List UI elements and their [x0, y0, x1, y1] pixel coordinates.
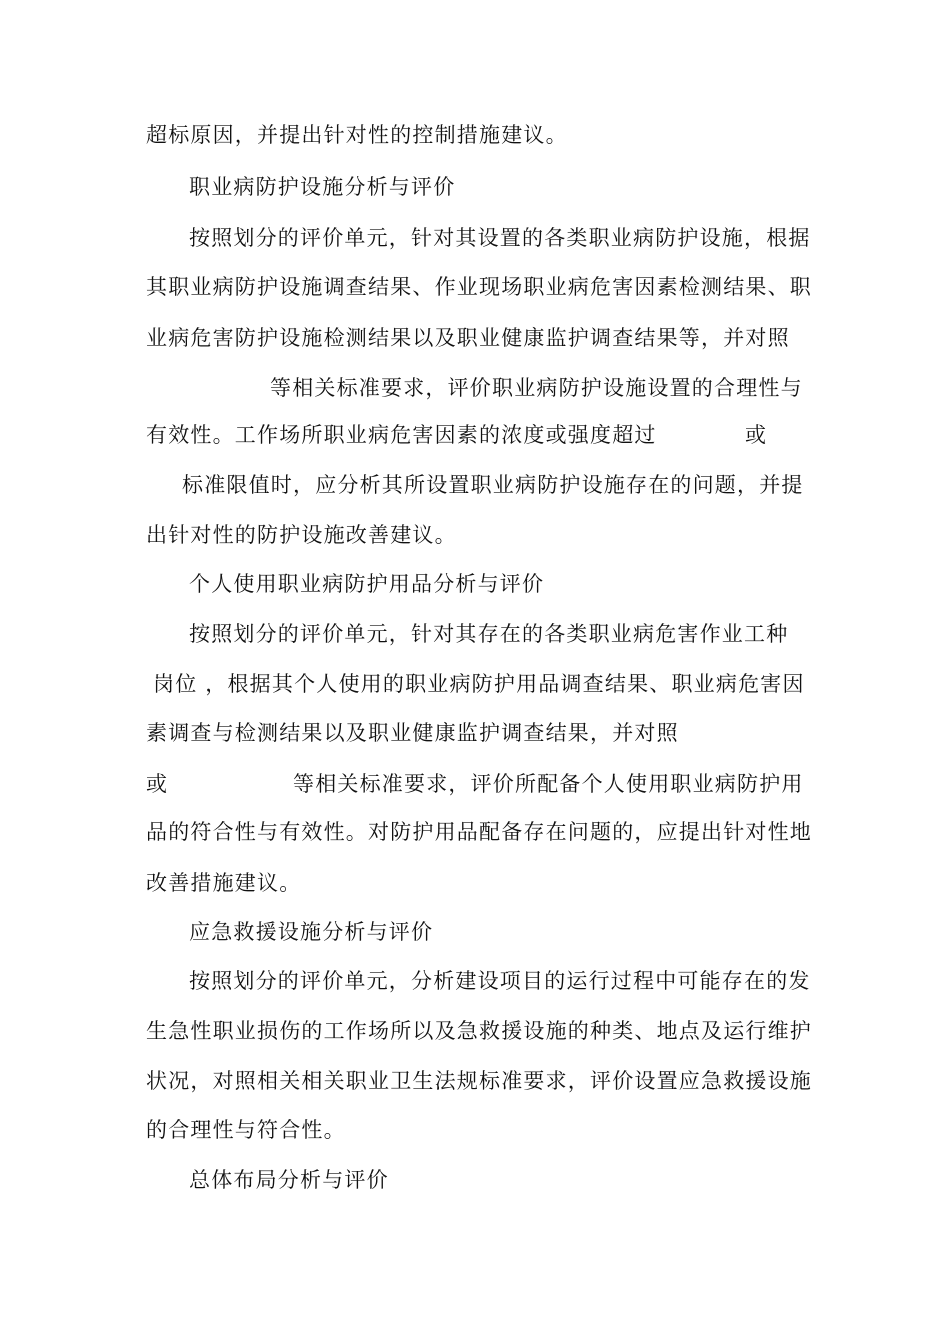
paragraph-line: 改善措施建议。 [146, 871, 302, 895]
paragraph-line: 等相关标准要求，评价职业病防护设施设置的合理性与 [270, 376, 803, 400]
section-heading: 个人使用职业病防护用品分析与评价 [189, 572, 545, 596]
paragraph-line: 标准限值时，应分析其所设置职业病防护设施存在的问题，并提 [182, 473, 804, 497]
paragraph-line: 的合理性与符合性。 [146, 1118, 346, 1142]
paragraph-line: 其职业病防护设施调查结果、作业现场职业病危害因素检测结果、职 [146, 275, 812, 299]
section-heading: 职业病防护设施分析与评价 [189, 175, 456, 199]
paragraph-line: 超标原因，并提出针对性的控制措施建议。 [146, 123, 568, 147]
paragraph-line: 业病危害防护设施检测结果以及职业健康监护调查结果等，并对照 [146, 326, 790, 350]
paragraph-line: 出针对性的防护设施改善建议。 [146, 523, 457, 547]
paragraph-line: 岗位 ，根据其个人使用的职业病防护用品调查结果、职业病危害因 [153, 672, 805, 696]
paragraph-line: 品的符合性与有效性。对防护用品配备存在问题的，应提出针对性地 [146, 820, 812, 844]
paragraph-line: 生急性职业损伤的工作场所以及急救援设施的种类、地点及运行维护 [146, 1019, 812, 1043]
section-heading: 总体布局分析与评价 [189, 1168, 389, 1192]
paragraph-line: 素调查与检测结果以及职业健康监护调查结果，并对照 [146, 721, 679, 745]
section-heading: 应急救援设施分析与评价 [189, 920, 434, 944]
paragraph-line: 按照划分的评价单元，针对其设置的各类职业病防护设施，根据 [189, 226, 811, 250]
paragraph-fragment: 或 [745, 423, 768, 447]
paragraph-line: 按照划分的评价单元，分析建设项目的运行过程中可能存在的发 [189, 969, 811, 993]
paragraph-line: 按照划分的评价单元，针对其存在的各类职业病危害作业工种 [189, 622, 789, 646]
paragraph-line: 等相关标准要求，评价所配备个人使用职业病防护用 [293, 772, 804, 796]
paragraph-line: 有效性。工作场所职业病危害因素的浓度或强度超过 [146, 423, 657, 447]
paragraph-line: 状况，对照相关相关职业卫生法规标准要求，评价设置应急救援设施 [146, 1069, 812, 1093]
paragraph-fragment: 或 [146, 772, 169, 796]
